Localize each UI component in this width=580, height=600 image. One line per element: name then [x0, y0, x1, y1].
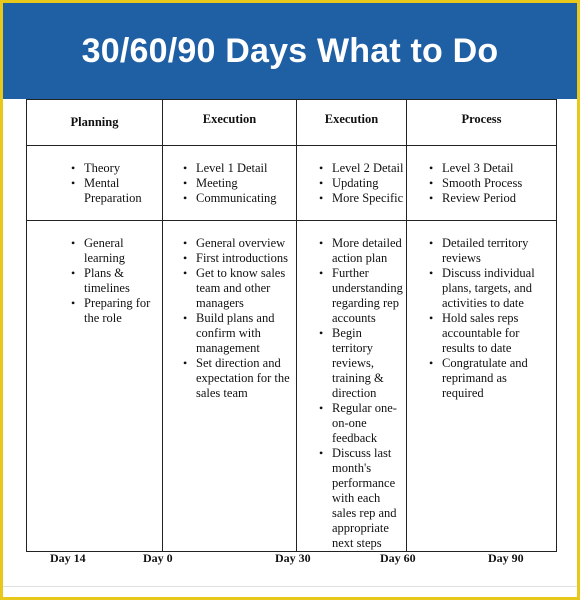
day-label: Day 90: [488, 551, 524, 565]
bullet-item: • Theory: [67, 161, 156, 176]
bullet-item: • General learning: [67, 236, 156, 266]
column-header-planning: Planning: [27, 100, 163, 146]
bullet-item: • Set direction and expectation for the sales team: [179, 356, 290, 401]
day-timeline: [0, 551, 580, 567]
planning-actions-cell: [27, 221, 163, 552]
bullet-item: • Review Period: [425, 191, 550, 206]
bullet-list: [27, 146, 162, 206]
bullet-item: • Hold sales reps accountable for results to date: [425, 311, 550, 356]
divider: [3, 586, 577, 587]
bullet-list: [27, 221, 162, 326]
day-label: Day 0: [143, 551, 173, 565]
execution-1-level-cell: [163, 146, 297, 221]
bullet-item: • Get to know sales team and other managers: [179, 266, 290, 311]
bullet-list: [163, 221, 296, 401]
bullet-item: • Discuss last month's performance with each sales rep and appropriate next steps: [315, 446, 404, 551]
bullet-list: [297, 146, 406, 206]
bullet-item: • General overview: [179, 236, 290, 251]
detail-level-row: [27, 146, 557, 221]
day-label: Day 60: [380, 551, 416, 565]
bullet-item: • Further understanding regarding rep accounts: [315, 266, 404, 326]
bullet-item: • More Specific: [315, 191, 404, 206]
header-row: [27, 100, 557, 146]
bullet-item: • Smooth Process: [425, 176, 550, 191]
bullet-item: • More detailed action plan: [315, 236, 404, 266]
bullet-item: • First introductions: [179, 251, 290, 266]
column-header-execution-1: Execution: [163, 100, 297, 146]
bullet-item: • Level 3 Detail: [425, 161, 550, 176]
column-header-execution-2: Execution: [297, 100, 407, 146]
day-label: Day 30: [275, 551, 311, 565]
process-actions-cell: [407, 221, 557, 552]
bullet-item: • Preparing for the role: [67, 296, 156, 326]
execution-1-actions-cell: [163, 221, 297, 552]
bullet-item: • Level 2 Detail: [315, 161, 404, 176]
bullet-item: • Congratulate and reprimand as required: [425, 356, 550, 401]
bullet-item: • Regular one-on-one feedback: [315, 401, 404, 446]
bullet-list: [407, 146, 556, 206]
planning-level-cell: [27, 146, 163, 221]
bullet-item: • Begin territory reviews, training & direction: [315, 326, 404, 401]
bullet-item: • Updating: [315, 176, 404, 191]
day-label: Day 14: [50, 551, 86, 565]
title-banner: [3, 3, 577, 99]
bullet-item: • Communicating: [179, 191, 290, 206]
bullet-list: [407, 221, 556, 401]
bullet-item: • Build plans and confirm with management: [179, 311, 290, 356]
bullet-item: • Level 1 Detail: [179, 161, 290, 176]
bullet-item: • Plans & timelines: [67, 266, 156, 296]
bullet-list: [163, 146, 296, 206]
bullet-item: • Detailed territory reviews: [425, 236, 550, 266]
bullet-item: • Mental Preparation: [67, 176, 156, 206]
actions-row: [27, 221, 557, 552]
page-title: 30/60/90 Days What to Do: [81, 31, 499, 70]
plan-table: [26, 99, 557, 552]
bullet-item: • Meeting: [179, 176, 290, 191]
process-level-cell: [407, 146, 557, 221]
bullet-list: [297, 221, 406, 551]
column-header-process: Process: [407, 100, 557, 146]
execution-2-actions-cell: [297, 221, 407, 552]
execution-2-level-cell: [297, 146, 407, 221]
bullet-item: • Discuss individual plans, targets, and activities to date: [425, 266, 550, 311]
